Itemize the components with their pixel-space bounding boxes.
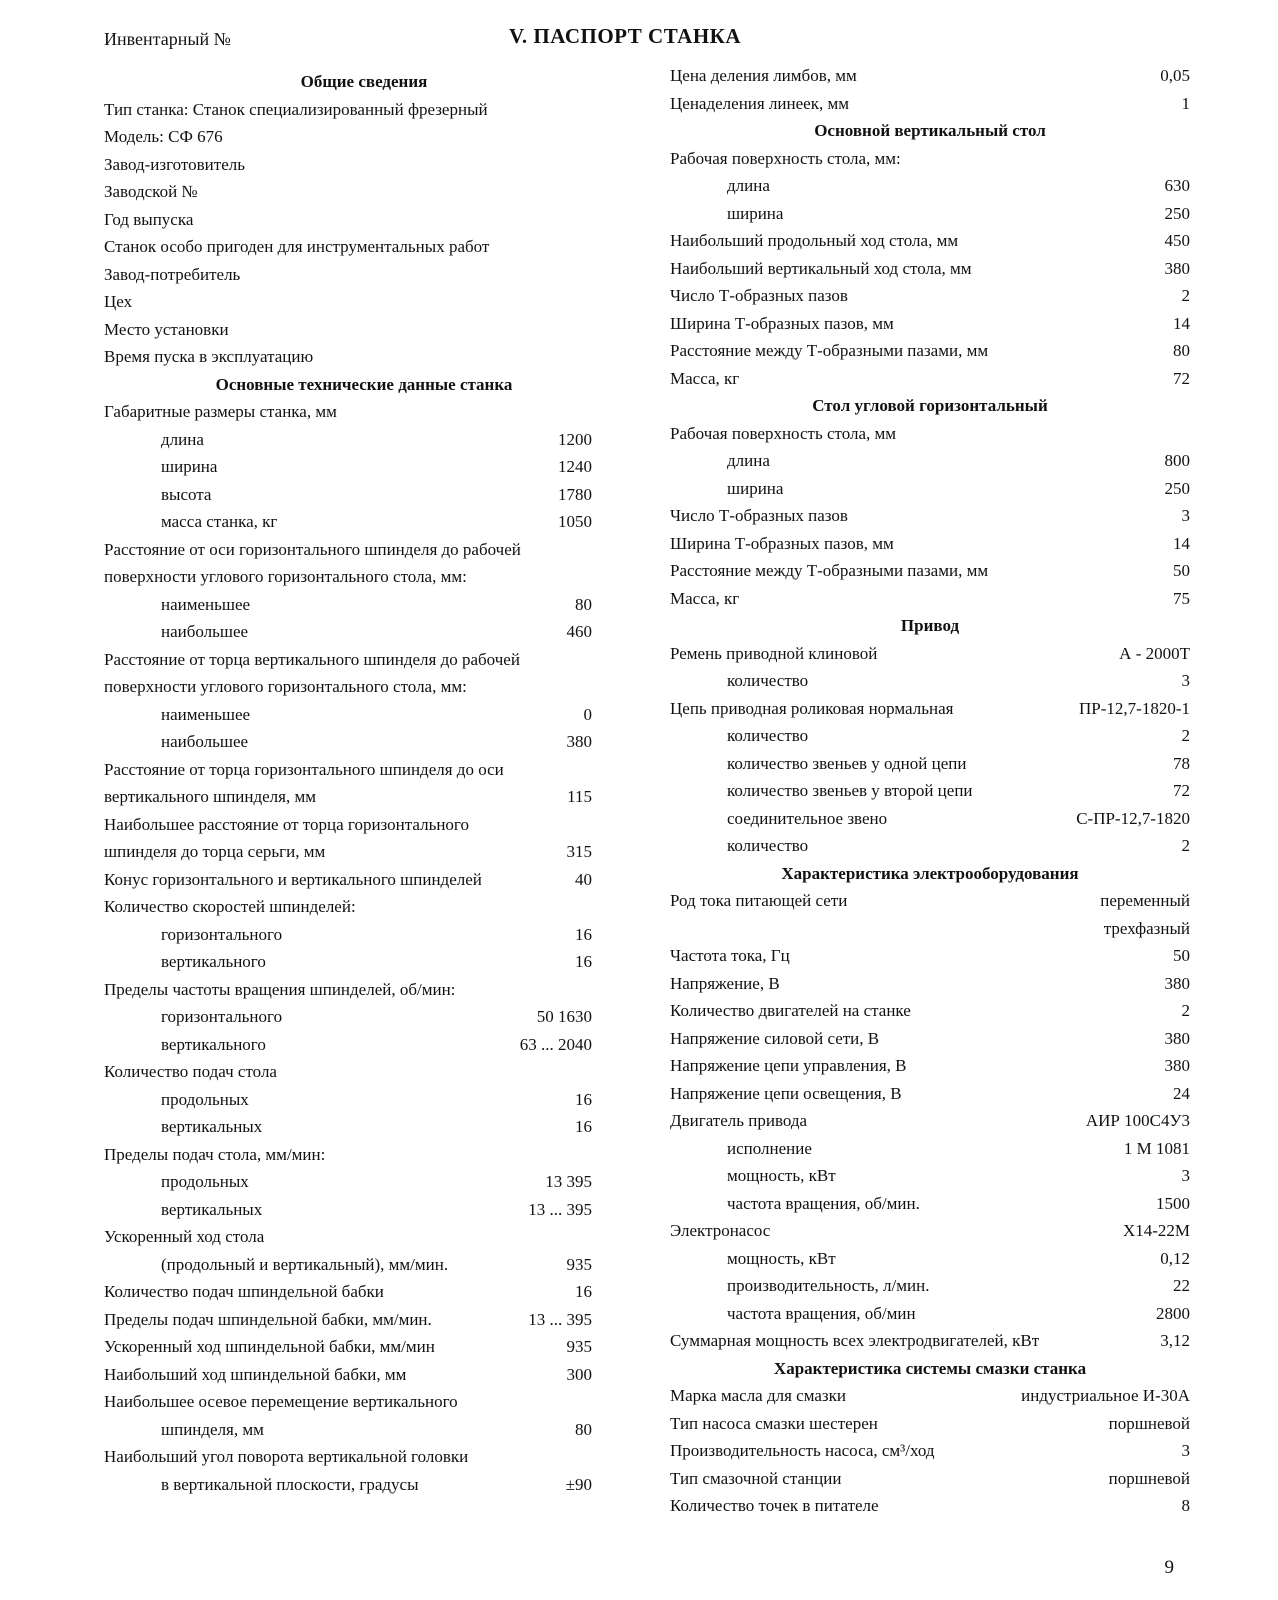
spec-label: поверхности углового горизонтального стола, мм: [104, 677, 467, 696]
spec-row [670, 1327, 1190, 1355]
spec-value: 1 [1181, 93, 1190, 113]
spec-value: 380 [1164, 1056, 1190, 1075]
spec-value: 935 [566, 1337, 592, 1356]
spec-value: 63 ... 2040 [519, 1034, 592, 1054]
spec-label: масса станка, кг [161, 512, 278, 531]
spec-label: количество звеньев у одной цепи [727, 753, 967, 773]
spec-label: Количество подач шпиндельной бабки [104, 1282, 384, 1301]
spec-value: 16 [575, 952, 592, 971]
inventory-number-label: Инвентарный № [104, 29, 231, 49]
spec-row [670, 915, 1190, 943]
section-heading: Привод [900, 616, 960, 635]
spec-row [670, 310, 1190, 338]
spec-row [670, 1162, 1190, 1190]
spec-row [104, 1443, 624, 1471]
spec-row [104, 976, 624, 1004]
spec-row [670, 887, 1190, 915]
spec-row [104, 536, 624, 564]
spec-value: 40 [575, 869, 592, 889]
spec-label: Наибольшее осевое перемещение вертикального [104, 1392, 458, 1411]
spec-row [670, 1382, 1190, 1410]
spec-value: 300 [566, 1364, 592, 1384]
spec-row [104, 398, 624, 426]
spec-row [670, 90, 1190, 118]
spec-row [104, 646, 624, 674]
spec-value: 75 [1173, 588, 1190, 608]
spec-value: 935 [566, 1254, 592, 1274]
spec-row [670, 1135, 1190, 1163]
spec-label: Тип насоса смазки шестерен [670, 1413, 878, 1433]
spec-row [670, 420, 1190, 448]
spec-row [670, 805, 1190, 833]
spec-label: Габаритные размеры станка, мм [104, 402, 337, 421]
spec-row [670, 1492, 1190, 1520]
spec-row [670, 777, 1190, 805]
spec-label: Завод-изготовитель [104, 154, 245, 174]
spec-label: ширина [161, 457, 218, 476]
spec-row [104, 783, 624, 811]
spec-label: Наибольший угол поворота вертикальной головки [104, 1447, 469, 1466]
section-heading: Основной вертикальный стол [814, 121, 1046, 140]
spec-value: 8 [1181, 1496, 1190, 1515]
spec-row [670, 585, 1190, 613]
spec-row [104, 453, 624, 481]
spec-label: количество [727, 836, 809, 855]
spec-value: 72 [1173, 368, 1190, 388]
spec-label: Частота тока, Гц [670, 946, 790, 965]
spec-row [104, 1196, 624, 1224]
spec-label: Модель: СФ 676 [104, 127, 223, 146]
spec-label: длина [727, 176, 770, 195]
spec-value: 14 [1173, 533, 1190, 553]
spec-row [670, 722, 1190, 750]
spec-row [670, 1410, 1190, 1438]
spec-value: 3 [1181, 1166, 1190, 1185]
spec-label: исполнение [727, 1138, 812, 1158]
spec-value: ±90 [565, 1474, 592, 1494]
spec-label: Расстояние от оси горизонтального шпинделя до рабочей [104, 539, 521, 559]
spec-label: Наибольший продольный ход стола, мм [670, 231, 959, 250]
spec-label: Ширина Т-образных пазов, мм [670, 313, 894, 333]
spec-label: продольных [161, 1172, 249, 1191]
spec-row [104, 343, 624, 371]
spec-label: Рабочая поверхность стола, мм: [670, 148, 901, 168]
spec-label: Количество скоростей шпинделей: [104, 897, 356, 916]
spec-row [104, 481, 624, 509]
spec-row [104, 1333, 624, 1361]
spec-row [104, 1223, 624, 1251]
spec-value: А - 2000Т [1119, 643, 1190, 663]
spec-label: Место установки [104, 319, 229, 339]
spec-label: Наибольший ход шпиндельной бабки, мм [104, 1364, 407, 1384]
spec-row [670, 145, 1190, 173]
spec-label: наименьшее [161, 594, 251, 614]
spec-value: поршневой [1108, 1413, 1190, 1433]
spec-label: частота вращения, об/мин [727, 1303, 916, 1323]
spec-label: Ценаделения линеек, мм [670, 93, 849, 113]
right-column [670, 62, 1190, 1520]
spec-row [104, 838, 624, 866]
spec-row [104, 591, 624, 619]
spec-row [670, 695, 1190, 723]
spec-label: Ширина Т-образных пазов, мм [670, 533, 894, 553]
spec-value: 3 [1181, 506, 1190, 525]
spec-label: Тип смазочной станции [670, 1468, 842, 1488]
spec-row [670, 255, 1190, 283]
spec-row [104, 1141, 624, 1169]
spec-row [104, 96, 624, 124]
spec-label: высота [161, 484, 212, 504]
spec-row [104, 1086, 624, 1114]
page-title-text: V. ПАСПОРТ СТАНКА [508, 24, 742, 48]
spec-value: 380 [1164, 973, 1190, 993]
spec-row [104, 1361, 624, 1389]
spec-label: Расстояние между Т-образными пазами, мм [670, 561, 989, 580]
spec-label: Ремень приводной клиновой [670, 643, 878, 663]
spec-row [104, 1306, 624, 1334]
spec-row [670, 1025, 1190, 1053]
spec-value: 80 [575, 1419, 592, 1439]
spec-row [670, 530, 1190, 558]
spec-row [670, 365, 1190, 393]
spec-label: Цех [104, 292, 133, 311]
spec-row [670, 502, 1190, 530]
spec-value: 380 [566, 732, 592, 751]
spec-value: 800 [1164, 451, 1190, 470]
spec-row [670, 1052, 1190, 1080]
spec-label: в вертикальной плоскости, градусы [161, 1474, 419, 1494]
spec-label: Ускоренный ход стола [104, 1227, 265, 1246]
spec-value: 3 [1181, 1441, 1190, 1460]
spec-row [670, 337, 1190, 365]
spec-label: ширина [727, 203, 784, 223]
spec-label: Станок особо пригоден для инструментальных работ [104, 237, 490, 256]
spec-label: Напряжение цепи управления, В [670, 1056, 907, 1075]
spec-label: Масса, кг [670, 368, 740, 388]
spec-value: 460 [566, 622, 592, 641]
spec-row [670, 62, 1190, 90]
spec-label: вертикальных [161, 1117, 263, 1136]
spec-row [670, 970, 1190, 998]
spec-label: Род тока питающей сети [670, 891, 848, 910]
spec-value: 315 [566, 842, 592, 861]
spec-row [104, 1168, 624, 1196]
spec-row [670, 1272, 1190, 1300]
spec-label: Напряжение цепи освещения, В [670, 1083, 902, 1103]
spec-row [104, 756, 624, 784]
spec-value: 380 [1164, 258, 1190, 278]
spec-row [104, 1058, 624, 1086]
spec-label: Завод-потребитель [104, 264, 241, 284]
spec-label: Год выпуска [104, 209, 194, 229]
spec-value: поршневой [1108, 1468, 1190, 1488]
spec-value: 16 [575, 924, 592, 944]
spec-value: 1 М 1081 [1123, 1138, 1190, 1158]
spec-label: вертикального шпинделя, мм [104, 787, 317, 806]
spec-row [670, 1107, 1190, 1135]
spec-row [104, 426, 624, 454]
spec-row [104, 563, 624, 591]
page-number: 9 [1164, 1557, 1174, 1578]
spec-label: горизонтального [161, 924, 283, 944]
spec-value: 2 [1181, 1001, 1190, 1020]
spec-value: 250 [1164, 478, 1190, 498]
spec-label: длина [161, 429, 204, 449]
spec-row [104, 316, 624, 344]
spec-label: Расстояние от торца горизонтального шпинделя до оси [104, 759, 504, 779]
spec-value: 16 [575, 1089, 592, 1109]
spec-value: 80 [1173, 341, 1190, 360]
spec-value: 380 [1164, 1028, 1190, 1048]
spec-value: 2 [1181, 726, 1190, 745]
spec-label: шпинделя до торца серьги, мм [104, 842, 326, 861]
spec-label: Пределы частоты вращения шпинделей, об/мин: [104, 979, 456, 999]
spec-row [104, 1251, 624, 1279]
spec-label: Тип станка: Станок специализированный фрезерный [104, 99, 488, 119]
spec-row [104, 206, 624, 234]
spec-label: производительность, л/мин. [727, 1276, 930, 1295]
spec-label: количество [727, 726, 809, 745]
section-heading: Характеристика системы смазки станка [773, 1358, 1087, 1378]
spec-label: Рабочая поверхность стола, мм [670, 423, 897, 443]
spec-value: Х14-22М [1122, 1221, 1190, 1240]
spec-row [104, 178, 624, 206]
spec-value: 3,12 [1160, 1331, 1190, 1350]
spec-label: Число Т-образных пазов [670, 506, 848, 525]
spec-label: частота вращения, об/мин. [727, 1193, 920, 1213]
spec-row [104, 893, 624, 921]
spec-value: 80 [575, 594, 592, 614]
spec-value: ПР-12,7-1820-1 [1079, 698, 1190, 718]
spec-label: горизонтального [161, 1007, 283, 1026]
spec-value: 13 ... 395 [528, 1309, 592, 1329]
spec-label: Пределы подач стола, мм/мин: [104, 1144, 326, 1164]
spec-label: Двигатель привода [670, 1111, 808, 1130]
spec-row [670, 997, 1190, 1025]
spec-label: Марка масла для смазки [670, 1386, 846, 1405]
spec-value: 50 [1173, 946, 1190, 965]
spec-label: Суммарная мощность всех электродвигателей, кВт [670, 1331, 1040, 1350]
spec-row [670, 1217, 1190, 1245]
spec-label: Число Т-образных пазов [670, 286, 848, 305]
spec-value: индустриальное И-30А [1021, 1386, 1190, 1405]
spec-label: Количество точек в питателе [670, 1496, 879, 1515]
spec-value: 0,12 [1160, 1248, 1190, 1268]
spec-row [104, 921, 624, 949]
spec-label: Производительность насоса, см³/ход [670, 1441, 935, 1460]
spec-label: ширина [727, 478, 784, 498]
spec-row [670, 942, 1190, 970]
spec-value: 78 [1173, 753, 1190, 773]
spec-label: Наибольший вертикальный ход стола, мм [670, 258, 972, 278]
spec-label: Заводской № [104, 182, 198, 201]
spec-row [670, 750, 1190, 778]
spec-value: 250 [1164, 203, 1190, 223]
spec-row [104, 673, 624, 701]
section-heading: Характеристика электрооборудования [781, 863, 1079, 883]
spec-label: Напряжение, В [670, 973, 780, 993]
spec-label: поверхности углового горизонтального стола, мм: [104, 567, 467, 586]
spec-label: Конус горизонтального и вертикального шпинделей [104, 869, 482, 889]
spec-label: наибольшее [161, 622, 249, 641]
spec-label: Цена деления лимбов, мм [670, 66, 857, 85]
spec-row [670, 1245, 1190, 1273]
spec-value: С-ПР-12,7-1820 [1076, 808, 1190, 828]
spec-label: наибольшее [161, 732, 249, 751]
spec-value: 1500 [1156, 1193, 1190, 1213]
spec-row [104, 1471, 624, 1499]
spec-row [670, 640, 1190, 668]
spec-value: трехфазный [1103, 918, 1190, 938]
spec-value: 50 1630 [536, 1007, 592, 1026]
spec-label: Количество подач стола [104, 1062, 277, 1081]
spec-label: Наибольшее расстояние от торца горизонтального [104, 814, 469, 834]
spec-row [104, 233, 624, 261]
spec-label: наименьшее [161, 704, 251, 724]
spec-value: 450 [1164, 231, 1190, 250]
spec-row [104, 508, 624, 536]
spec-label: соединительное звено [727, 808, 888, 828]
spec-row [104, 1003, 624, 1031]
spec-row [670, 1437, 1190, 1465]
spec-row [104, 701, 624, 729]
left-column [104, 68, 624, 1498]
spec-value: 24 [1173, 1083, 1190, 1103]
spec-label: Ускоренный ход шпиндельной бабки, мм/мин [104, 1337, 435, 1356]
spec-value: 0 [583, 704, 592, 724]
spec-value: 50 [1173, 561, 1190, 580]
spec-row [670, 447, 1190, 475]
spec-row [104, 1278, 624, 1306]
spec-label: Напряжение силовой сети, В [670, 1028, 880, 1048]
section-heading: Основные технические данные станка [215, 374, 513, 394]
spec-label: Время пуска в эксплуатацию [104, 347, 314, 366]
spec-label: Пределы подач шпиндельной бабки, мм/мин. [104, 1309, 432, 1329]
spec-label: мощность, кВт [727, 1248, 836, 1268]
spec-label: Расстояние от торца вертикального шпинделя до рабочей [104, 649, 520, 669]
section-heading: Общие сведения [300, 72, 428, 91]
spec-value: переменный [1100, 891, 1190, 910]
spec-row [670, 172, 1190, 200]
spec-value: АИР 100С4У3 [1085, 1111, 1190, 1130]
spec-row [104, 261, 624, 289]
spec-row [670, 1300, 1190, 1328]
spec-value: 13 ... 395 [528, 1199, 592, 1219]
spec-row [670, 1465, 1190, 1493]
spec-value: 3 [1181, 671, 1190, 690]
spec-row [670, 557, 1190, 585]
spec-row [670, 227, 1190, 255]
spec-value: 1240 [558, 457, 592, 476]
spec-row [104, 728, 624, 756]
spec-label: (продольный и вертикальный), мм/мин. [161, 1254, 449, 1274]
page-title [0, 24, 1278, 49]
spec-label: продольных [161, 1089, 249, 1109]
spec-label: Цепь приводная роликовая нормальная [670, 698, 954, 718]
spec-row [104, 1416, 624, 1444]
spec-label: Электронасос [670, 1221, 771, 1240]
spec-value: 2 [1181, 836, 1190, 855]
spec-row [104, 1031, 624, 1059]
spec-label: Расстояние между Т-образными пазами, мм [670, 341, 989, 360]
spec-label: Количество двигателей на станке [670, 1001, 911, 1020]
spec-label: вертикального [161, 1034, 266, 1054]
spec-value: 1780 [558, 484, 592, 504]
spec-label: вертикального [161, 952, 266, 971]
spec-row [670, 667, 1190, 695]
spec-label: шпинделя, мм [161, 1419, 264, 1439]
spec-label: мощность, кВт [727, 1166, 836, 1185]
spec-row [104, 811, 624, 839]
spec-value: 13 395 [545, 1172, 592, 1191]
spec-value: 16 [575, 1117, 592, 1136]
spec-value: 115 [567, 787, 592, 806]
spec-label: Масса, кг [670, 588, 740, 608]
spec-label: вертикальных [161, 1199, 263, 1219]
section-heading: Стол угловой горизонтальный [812, 396, 1048, 415]
spec-label: количество [727, 671, 809, 690]
spec-row [104, 151, 624, 179]
spec-value: 14 [1173, 313, 1190, 333]
spec-row [670, 1080, 1190, 1108]
spec-row [104, 618, 624, 646]
spec-row [670, 832, 1190, 860]
spec-row [670, 200, 1190, 228]
spec-row [104, 866, 624, 894]
spec-row [104, 123, 624, 151]
spec-value: 1050 [558, 512, 592, 531]
spec-value: 0,05 [1160, 66, 1190, 85]
spec-row [670, 282, 1190, 310]
spec-label: длина [727, 451, 770, 470]
spec-value: 72 [1173, 781, 1190, 800]
spec-value: 16 [575, 1282, 592, 1301]
spec-value: 630 [1164, 176, 1190, 195]
spec-value: 2800 [1156, 1303, 1190, 1323]
spec-value: 22 [1173, 1276, 1190, 1295]
spec-label: количество звеньев у второй цепи [727, 781, 973, 800]
spec-row [670, 475, 1190, 503]
spec-value: 1200 [558, 429, 592, 449]
spec-row [104, 1113, 624, 1141]
spec-value: 2 [1181, 286, 1190, 305]
spec-row [104, 1388, 624, 1416]
spec-row [670, 1190, 1190, 1218]
spec-row [104, 948, 624, 976]
spec-row [104, 288, 624, 316]
